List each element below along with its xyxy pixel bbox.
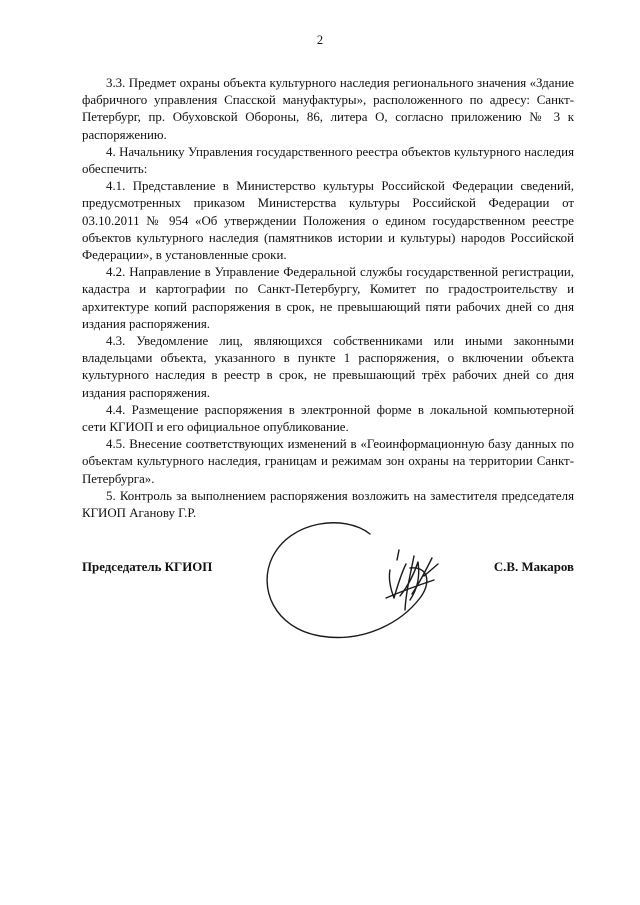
paragraph-4-5: 4.5. Внесение соответствующих изменений в «Геоинформационную базу данных по объектам культурного наследия, границам и режимам зон охраны на территории Санкт-Петербурга». — [82, 437, 574, 486]
paragraph-4-2: 4.2. Направление в Управление Федеральной службы государственной регистрации, кадастра и картографии по Санкт-Петербургу, Комитет по градостроительству и архитектуре копий распоряжения в срок, не превышающий пяти рабочих дней со дня издания распоряжения. — [82, 265, 574, 331]
signatory-name: С.В. Макаров — [493, 560, 574, 574]
paragraph-4-4: 4.4. Размещение распоряжения в электронной форме в локальной компьютерной сети КГИОП и его официальное опубликование. — [82, 402, 574, 435]
signatory-title: Председатель КГИОП — [82, 560, 213, 574]
paragraph-4-1: 4.1. Представление в Министерство культуры Российской Федерации сведений, предусмотренных приказом Министерства культуры Российской Федерации от 03.10.2011 № 954 «Об утверждении Положения о едином государственном реестре объектов культурного наследия (памятников истории и культуры) народов Российской Федерации», в установленные сроки. — [82, 179, 574, 263]
page-number: 2 — [316, 33, 324, 47]
paragraph-4-3: 4.3. Уведомление лиц, являющихся собственниками или иными законными владельцами объекта, указанного в пункте 1 распоряжения, о включении объекта культурного наследия в реестр в срок, не превышающий трёх рабочих дней со дня издания распоряжения. — [82, 334, 574, 400]
paragraph-3-3: 3.3. Предмет охраны объекта культурного наследия регионального значения «Здание фабричного управления Спасской мануфактуры», расположенного по адресу: Санкт-Петербург, пр. Обуховской Обороны, 86, литера О, согласно приложению № 3 к распоряжению. — [82, 76, 574, 142]
document-body — [82, 75, 574, 522]
paragraph-4: 4. Начальнику Управления государственного реестра объектов культурного наследия обеспечить: — [82, 144, 574, 177]
signature-block — [82, 560, 574, 580]
signature-strokes — [267, 523, 438, 638]
paragraph-5: 5. Контроль за выполнением распоряжения возложить на заместителя председателя КГИОП Аганову Г.Р. — [82, 488, 574, 521]
